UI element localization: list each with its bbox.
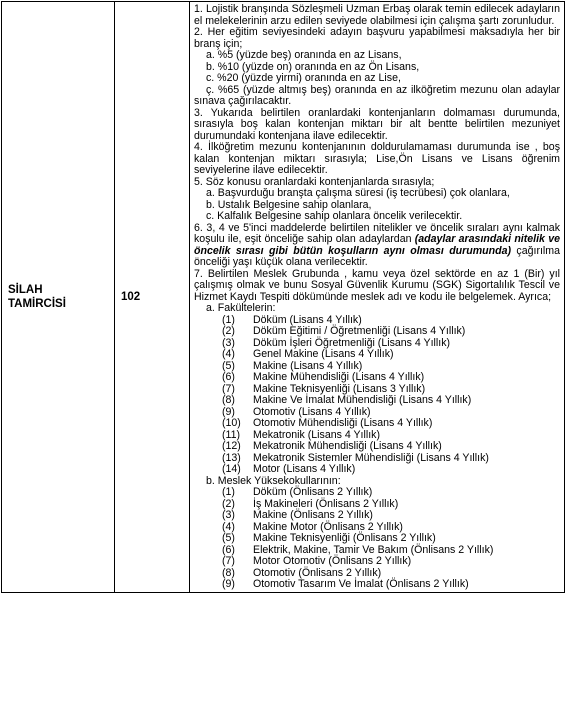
list-item-label: Makine Teknisyenliği (Lisans 3 Yıllık) [253,382,426,395]
list-item-label: Motor Otomotiv (Önlisans 2 Yıllık) [253,555,412,567]
list-item-number: (6) [222,543,235,556]
paragraph-2a: a. %5 (yüzde beş) oranında en az Lisans, [206,49,402,61]
list-item-number: (4) [222,348,235,360]
list-item-label: Makine Mühendisliği (Lisans 4 Yıllık) [253,371,425,383]
paragraph-4: 4. İlköğretim mezunu kontenjanının doldurulamaması durumunda ise , boş kalan kontenjan miktarı sırasıyla; Lise,Ön Lisans ve Lisans öğrenim seviyelerine ilave edilecektir. [194,141,560,176]
list-item-number: (13) [222,451,241,464]
list-item [194,487,560,499]
school-list-title: b. Meslek Yüksekokullarının: [206,474,341,487]
list-item [194,395,560,407]
branch-name-line2: TAMİRCİSİ [8,297,66,310]
list-item-number: (9) [222,578,235,590]
list-item-label: Mekatronik Sistemler Mühendisliği (Lisans 4 Yıllık) [253,451,489,464]
list-item-label: Döküm İşleri Öğretmenliği (Lisans 4 Yıllık) [253,336,451,349]
faculty-list [194,315,560,476]
list-item [194,349,560,361]
list-item-number: (2) [222,497,235,510]
paragraph-2: 2. Her eğitim seviyesindeki adayın başvuru yapabilmesi maksadıyla her bir branş için; [194,26,560,50]
branch-name-cell [2,2,115,593]
list-item-label: Otomotiv (Lisans 4 Yıllık) [253,405,371,418]
paragraph-2b: b. %10 (yüzde on) oranında en az Ön Lisans, [206,60,420,73]
list-item-label: Mekatronik Mühendisliği (Lisans 4 Yıllık) [253,440,442,452]
list-item-label: Mekatronik (Lisans 4 Yıllık) [253,428,380,441]
list-item [194,556,560,568]
list-item-number: (9) [222,405,235,418]
list-item-number: (3) [222,336,235,349]
list-item [194,418,560,430]
list-item-number: (14) [222,463,241,475]
paragraph-5: 5. Söz konusu oranlardaki kontenjanlarda sırasıyla; [194,175,435,188]
paragraph-2d: ç. %65 (yüzde altmış beş) oranında en az ilköğretim mezunu olan adaylar sınava çağırılacaktır. [194,83,560,107]
list-item-number: (1) [222,313,235,326]
list-item-label: Otomotiv (Önlisans 2 Yıllık) [253,566,382,579]
list-item-number: (8) [222,566,235,579]
list-item-label: Elektrik, Makine, Tamir Ve Bakım (Önlisans 2 Yıllık) [253,543,494,556]
faculty-list-title: a. Fakültelerin: [206,302,276,314]
list-item-label: Makine Teknisyenliği (Önlisans 2 Yıllık) [253,532,436,544]
list-item-label: Makine (Lisans 4 Yıllık) [253,359,363,372]
list-item [194,326,560,338]
paragraph-3: 3. Yukarıda belirtilen oranlardaki kontenjanların dolmaması durumunda, sırasıyla boş kalan kontenjan miktarı bir alt bentte belirtilen mezuniyet durumundaki kontenjana ilave edilecektir. [194,106,560,142]
list-item-number: (2) [222,325,235,337]
list-item [194,453,560,465]
paragraph-1: 1. Lojistik branşında Sözleşmeli Uzman Erbaş olarak temin edilecek adayların el melekelerinin arzu edilen seviyede olabilmesi için çalışma şartı zorunludur. [194,3,560,27]
paragraph-5b: b. Ustalık Belgesine sahip olanlara, [206,198,372,211]
list-item-label: Makine (Önlisans 2 Yıllık) [253,509,373,521]
list-item [194,464,560,476]
list-item-label: Otomotiv Mühendisliği (Lisans 4 Yıllık) [253,417,433,429]
list-item [194,372,560,384]
paragraph-5a: a. Başvurduğu branşta çalışma süresi (iş tecrübesi) çok olanlara, [206,187,510,199]
paragraph-5c: c. Kalfalık Belgesine sahip olanlara öncelik verilecektir. [206,210,463,222]
list-item-label: Döküm (Lisans 4 Yıllık) [253,313,362,326]
list-item [194,533,560,545]
list-item-label: Motor (Lisans 4 Yıllık) [253,463,356,475]
list-item-number: (4) [222,520,235,533]
list-item-label: Genel Makine (Lisans 4 Yıllık) [253,348,394,360]
list-item-number: (7) [222,555,235,567]
paragraph-7: 7. Belirtilen Meslek Grubunda , kamu veya özel sektörde en az 1 (Bir) yıl çalışmış olmak ve bunu Sosyal Güvenlik Kurumu (SGK) Sigortalılık Tescil ve Hizmet Kaydı Tespiti dökümünde meslek adı ve kodu ile belgelemek. Ayrıca; [194,267,560,303]
branch-row [2,2,565,593]
paragraph-6 [194,223,560,269]
list-item-number: (3) [222,509,235,521]
branch-code-cell: 102 [115,2,190,593]
list-item-number: (5) [222,359,235,372]
list-item-number: (6) [222,371,235,383]
list-item-label: İş Makineleri (Önlisans 2 Yıllık) [253,497,399,510]
list-item [194,441,560,453]
list-item-number: (11) [222,428,241,441]
list-item-label: Otomotiv Tasarım Ve İmalat (Önlisans 2 Yıllık) [253,578,469,590]
list-item-number: (5) [222,532,235,544]
list-item-number: (1) [222,486,235,498]
paragraph-6-end: çağırılma önceliği yaşı küçük olana verilecektir. [194,244,560,268]
list-item-number: (8) [222,394,235,406]
list-item-number: (12) [222,440,241,452]
branch-name-line1: SİLAH [8,283,43,296]
list-item-label: Döküm (Önlisans 2 Yıllık) [253,486,373,498]
list-item-label: Döküm Eğitimi / Öğretmenliği (Lisans 4 Yıllık) [253,325,466,337]
school-list [194,487,560,591]
paragraph-6-start: 6. 3, 4 ve 5'inci maddelerde belirtilen nitelikler ve öncelik sıraları aynı kalmak koşulu ile, eşit önceliğe sahip olan adaylardan [194,221,560,245]
list-item-number: (7) [222,382,235,395]
list-item [194,579,560,591]
list-item-number: (10) [222,417,241,429]
paragraph-2c: c. %20 (yüzde yirmi) oranında en az Lise, [206,72,401,84]
list-item [194,499,560,511]
list-item-label: Makine Ve İmalat Mühendisliği (Lisans 4 Yıllık) [253,394,472,406]
requirements-table [1,1,565,593]
paragraph-6-emphasis: (adaylar arasındaki nitelik ve öncelik sırası gibi bütün koşulların aynı olması durumunda) [194,233,560,257]
list-item-label: Makine Motor (Önlisans 2 Yıllık) [253,520,403,533]
requirements-text-cell [190,2,565,593]
list-item [194,510,560,522]
